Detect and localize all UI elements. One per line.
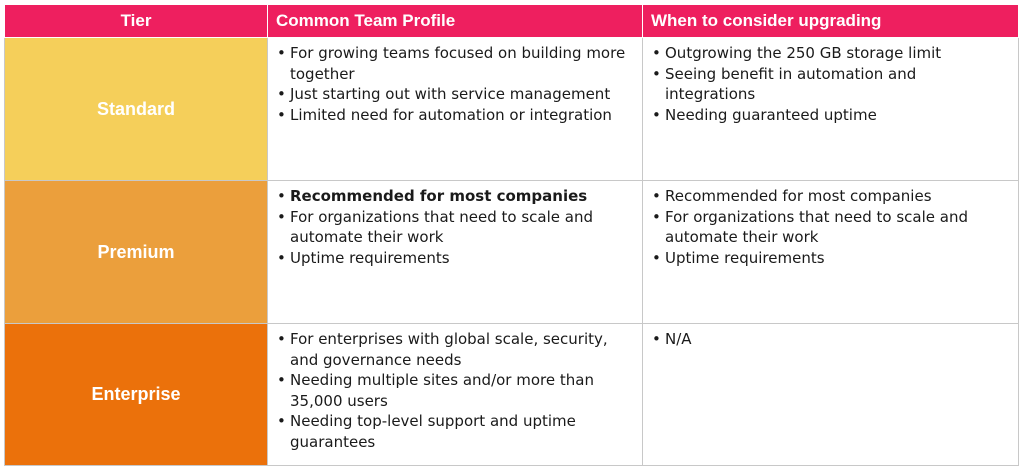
- bullet-icon: •: [652, 64, 661, 83]
- bullet-icon: •: [652, 330, 661, 348]
- tier-cell-standard: Standard: [5, 38, 268, 181]
- list-item: • Needing guaranteed uptime: [652, 105, 877, 124]
- profile-cell-standard: [268, 38, 643, 181]
- list-item: • Seeing benefit in automation and integrations: [652, 64, 917, 103]
- bullet-icon: •: [277, 105, 286, 124]
- header-row: [5, 5, 1019, 38]
- bullet-icon: •: [652, 187, 661, 205]
- list-item: • Outgrowing the 250 GB storage limit: [652, 44, 942, 62]
- header-common-team-profile: Common Team Profile: [268, 5, 643, 38]
- list-item: • For organizations that need to scale and automate their work: [277, 207, 594, 246]
- profile-cell-enterprise: [268, 324, 643, 466]
- table-row-premium: [5, 181, 1019, 324]
- header-when-to-upgrade: When to consider upgrading: [643, 5, 1019, 38]
- bullet-icon: •: [652, 105, 661, 124]
- bullet-icon: •: [277, 85, 286, 103]
- list-item: • Limited need for automation or integration: [277, 105, 612, 124]
- bullet-icon: •: [652, 248, 661, 267]
- upgrade-cell-standard: [643, 38, 1019, 181]
- list-item: • Needing multiple sites and/or more than 35,000 users: [277, 371, 594, 410]
- list-item: • Uptime requirements: [277, 248, 450, 267]
- table-row-standard: [5, 38, 1019, 181]
- bullet-icon: •: [277, 187, 286, 205]
- profile-cell-premium: [268, 181, 643, 324]
- tier-comparison-table: [4, 4, 1019, 466]
- list-item: • For growing teams focused on building more together: [277, 44, 626, 83]
- bullet-icon: •: [277, 330, 286, 348]
- upgrade-list-premium: [651, 186, 1010, 268]
- bullet-icon: •: [277, 371, 286, 389]
- list-item-recommended: • Recommended for most companies: [277, 187, 588, 205]
- list-item: • Uptime requirements: [652, 248, 825, 267]
- bullet-icon: •: [277, 412, 286, 430]
- upgrade-list-standard: [651, 43, 1010, 125]
- bullet-icon: •: [277, 44, 286, 62]
- header-tier: Tier: [5, 5, 268, 38]
- list-item: • Recommended for most companies: [652, 187, 932, 205]
- profile-list-premium: [276, 186, 634, 268]
- upgrade-cell-premium: [643, 181, 1019, 324]
- bullet-icon: •: [652, 207, 661, 226]
- tier-cell-premium: Premium: [5, 181, 268, 324]
- upgrade-list-enterprise: [651, 329, 1010, 350]
- bullet-icon: •: [652, 44, 661, 62]
- list-item: • Needing top-level support and uptime guarantees: [277, 412, 576, 451]
- list-item: • For enterprises with global scale, security, and governance needs: [277, 330, 608, 369]
- profile-list-enterprise: [276, 329, 634, 452]
- bullet-icon: •: [277, 207, 286, 226]
- list-item: • Just starting out with service management: [277, 85, 611, 103]
- profile-list-standard: [276, 43, 634, 125]
- table-row-enterprise: [5, 324, 1019, 466]
- upgrade-cell-enterprise: [643, 324, 1019, 466]
- list-item: • N/A: [652, 330, 692, 348]
- tier-cell-enterprise: Enterprise: [5, 324, 268, 466]
- list-item: • For organizations that need to scale and automate their work: [652, 207, 969, 246]
- bullet-icon: •: [277, 248, 286, 267]
